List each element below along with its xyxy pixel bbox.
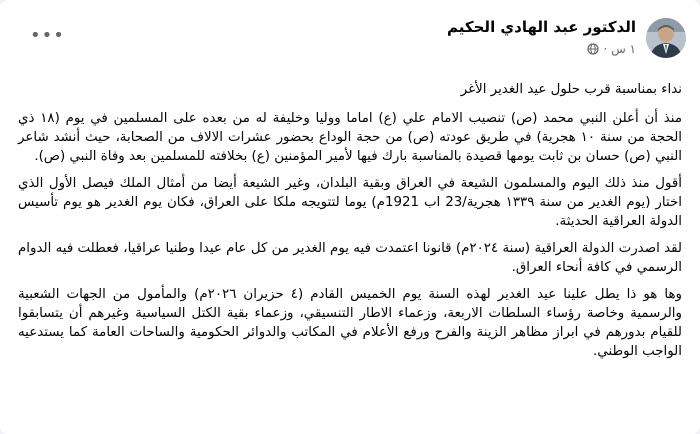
more-options-icon[interactable]: ••• (30, 25, 65, 46)
author-avatar[interactable] (646, 18, 686, 58)
post-header (0, 0, 700, 72)
avatar-image (646, 18, 686, 58)
post-meta (587, 42, 636, 56)
post-paragraph: لقد اصدرت الدولة العراقية (سنة ٢٠٢٤م) قانونا اعتمدت فيه يوم الغدير من كل عام عيدا وطنيا عراقيا، فعطلت فيه الدوام الرسمي في كافة أنحاء العراق. (18, 241, 682, 275)
post-paragraph: وها هو ذا يطل علينا عيد الغدير لهذه السنة يوم الخميس القادم (٤ حزيران ٢٠٢٦م) والمأمول من الجهات الشعبية والرسمية وخاصة رؤساء السلطات الاربعة، وزعماء الاطار التنسيقي، وزعماء بقية الكتل السياسية وغيرهم أن يتسابقوا للقيام بدورهم في ابراز مظاهر الزينة والفرح ورفع الأعلام في المكاتب والدوائر الحكومية والساحات العامة كما يستدعيه الواجب الوطني. (18, 287, 682, 359)
globe-icon (587, 43, 599, 55)
post-body (18, 80, 682, 369)
author-name[interactable]: الدكتور عبد الهادي الحكيم (447, 18, 636, 36)
post-time[interactable]: ١ س · (603, 42, 636, 56)
post-paragraph: منذ أن أعلن النبي محمد (ص) تنصيب الامام علي (ع) اماما ووليا وخليفة له من بعده على المسلمين في يوم (١٨ ذي الحجة من سنة ١٠ هجرية) في طريق عودته (ص) من حجة الوداع بحضور عشرات الالاف من الصحابة، حيث أنشد شاعر النبي (ص) حسان بن ثابت يومها قصيدة بالمناسبة بارك فيها لأمير المؤمنين (ع) بخلافته للمسلمين بعد وفاة النبي (ص). (18, 111, 683, 164)
post-paragraph: أقول منذ ذلك اليوم والمسلمون الشيعة في العراق وبقية البلدان، وغير الشيعة أيضا من أمثال الملك فيصل الأول الذي اختار (يوم الغدير من سنة ١٣٣٩ هجرية/23 اب 1921م) يوما لتتويجه ملكا على العراق، فكان يوم الغدير هو يوم تأسيس الدولة العراقية الحديثة. (18, 176, 682, 229)
post-title: نداء بمناسبة قرب حلول عيد الغدير الأغر (460, 82, 682, 97)
